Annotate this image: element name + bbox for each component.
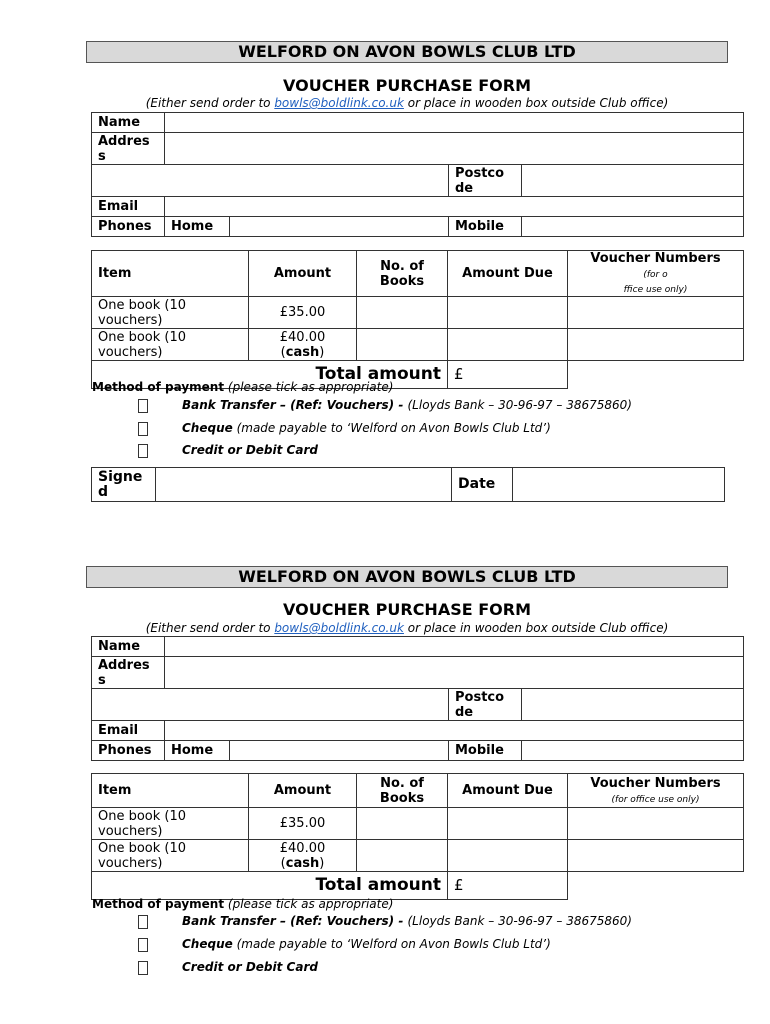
name-field[interactable] (165, 637, 744, 657)
books-header: No. of Books (357, 774, 448, 808)
mobile-field[interactable] (522, 741, 744, 761)
amount-cell: £35.00 (249, 808, 357, 840)
item-cell: One book (10 vouchers) (92, 840, 249, 872)
payment-option-bank[interactable]: Bank Transfer – (Ref: Vouchers) - (Lloyds Bank – 30-96-97 – 38675860) (138, 914, 632, 929)
payment-method-heading: Method of payment (please tick as appropriate) (92, 380, 394, 394)
form-title: VOUCHER PURCHASE FORM (283, 76, 531, 95)
address-label: Addres s (92, 133, 165, 165)
name-label: Name (92, 113, 165, 133)
voucher-numbers-input[interactable] (568, 808, 744, 840)
mobile-label: Mobile (449, 741, 522, 761)
postcode-field[interactable] (522, 689, 744, 721)
home-phone-field[interactable] (230, 217, 449, 237)
instructions: (Either send order to bowls@boldlink.co.uk or place in wooden box outside Club office) (145, 621, 669, 635)
email-link[interactable]: bowls@boldlink.co.uk (274, 96, 404, 110)
amount-due-header: Amount Due (448, 251, 568, 297)
amount-due-input[interactable] (448, 840, 568, 872)
home-phone-field[interactable] (230, 741, 449, 761)
checkbox[interactable] (138, 915, 148, 929)
payment-method-heading: Method of payment (please tick as appropriate) (92, 897, 394, 911)
name-label: Name (92, 637, 165, 657)
signature-table (91, 467, 725, 502)
signature-field[interactable] (156, 468, 452, 502)
address-field[interactable] (165, 133, 744, 165)
amount-cell: £40.00 (cash) (249, 329, 357, 361)
item-cell: One book (10 vouchers) (92, 808, 249, 840)
signed-label: Signe d (92, 468, 156, 502)
total-label: Total amount (92, 872, 448, 900)
books-input[interactable] (357, 840, 448, 872)
mobile-field[interactable] (522, 217, 744, 237)
payment-option-cheque[interactable]: Cheque (made payable to ‘Welford on Avon Bowls Club Ltd’) (138, 421, 551, 436)
address-field-2[interactable] (92, 689, 449, 721)
amount-cell: £40.00 (cash) (249, 840, 357, 872)
books-input[interactable] (357, 808, 448, 840)
address-label: Addres s (92, 657, 165, 689)
items-table (91, 250, 744, 389)
checkbox[interactable] (138, 399, 148, 413)
date-field[interactable] (513, 468, 725, 502)
total-label: Total amount (92, 361, 448, 389)
item-header: Item (92, 774, 249, 808)
total-amount-field[interactable]: £ (448, 361, 568, 389)
email-label: Email (92, 721, 165, 741)
payment-option-card[interactable]: Credit or Debit Card (138, 443, 318, 458)
amount-header: Amount (249, 774, 357, 808)
voucher-numbers-header: Voucher Numbers (for o ffice use only) (568, 251, 744, 297)
checkbox[interactable] (138, 961, 148, 975)
voucher-numbers-input[interactable] (568, 840, 744, 872)
name-field[interactable] (165, 113, 744, 133)
total-amount-field[interactable]: £ (448, 872, 568, 900)
postcode-label: Postco de (449, 165, 522, 197)
payment-option-bank[interactable]: Bank Transfer – (Ref: Vouchers) - (Lloyds Bank – 30-96-97 – 38675860) (138, 398, 632, 413)
item-cell: One book (10 vouchers) (92, 297, 249, 329)
item-header: Item (92, 251, 249, 297)
books-input[interactable] (357, 297, 448, 329)
club-banner: WELFORD ON AVON BOWLS CLUB LTD (86, 41, 728, 63)
payment-option-cheque[interactable]: Cheque (made payable to ‘Welford on Avon Bowls Club Ltd’) (138, 937, 551, 952)
postcode-field[interactable] (522, 165, 744, 197)
books-header: No. of Books (357, 251, 448, 297)
form-title: VOUCHER PURCHASE FORM (283, 600, 531, 619)
voucher-numbers-input[interactable] (568, 329, 744, 361)
details-table (91, 112, 744, 237)
items-table (91, 773, 744, 900)
amount-due-input[interactable] (448, 808, 568, 840)
email-label: Email (92, 197, 165, 217)
date-label: Date (452, 468, 513, 502)
phones-label: Phones (92, 741, 165, 761)
postcode-label: Postco de (449, 689, 522, 721)
voucher-numbers-header: Voucher Numbers (for office use only) (568, 774, 744, 808)
email-link[interactable]: bowls@boldlink.co.uk (274, 621, 404, 635)
address-field[interactable] (165, 657, 744, 689)
mobile-label: Mobile (449, 217, 522, 237)
checkbox[interactable] (138, 422, 148, 436)
home-label: Home (165, 217, 230, 237)
payment-option-card[interactable]: Credit or Debit Card (138, 960, 318, 975)
amount-due-input[interactable] (448, 329, 568, 361)
checkbox[interactable] (138, 444, 148, 458)
club-banner: WELFORD ON AVON BOWLS CLUB LTD (86, 566, 728, 588)
details-table (91, 636, 744, 761)
email-field[interactable] (165, 197, 744, 217)
amount-due-input[interactable] (448, 297, 568, 329)
amount-cell: £35.00 (249, 297, 357, 329)
phones-label: Phones (92, 217, 165, 237)
email-field[interactable] (165, 721, 744, 741)
instructions: (Either send order to bowls@boldlink.co.uk or place in wooden box outside Club office) (145, 96, 669, 110)
voucher-numbers-input[interactable] (568, 297, 744, 329)
address-field-2[interactable] (92, 165, 449, 197)
home-label: Home (165, 741, 230, 761)
checkbox[interactable] (138, 938, 148, 952)
item-cell: One book (10 vouchers) (92, 329, 249, 361)
books-input[interactable] (357, 329, 448, 361)
amount-header: Amount (249, 251, 357, 297)
amount-due-header: Amount Due (448, 774, 568, 808)
